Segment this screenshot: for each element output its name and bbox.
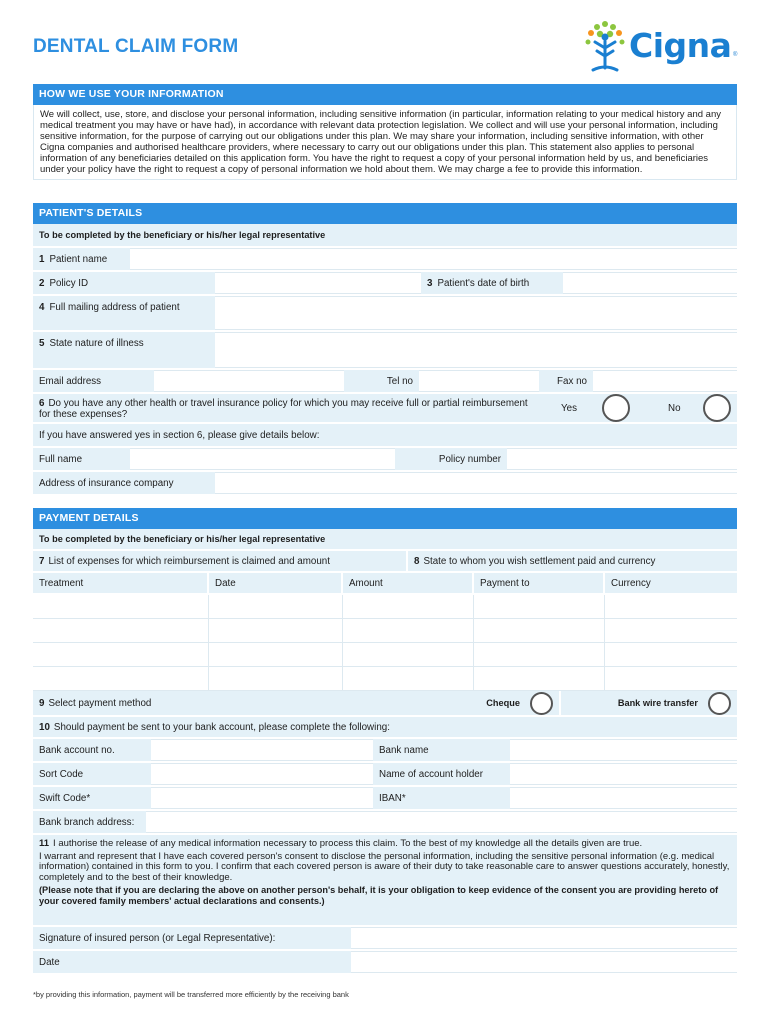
- wire-option: Bank wire transfer: [559, 691, 737, 715]
- date-cell[interactable]: [209, 595, 343, 618]
- email-field[interactable]: [154, 370, 344, 392]
- treatment-cell[interactable]: [33, 667, 209, 690]
- table-row: [33, 619, 737, 643]
- fullname-field[interactable]: [130, 448, 395, 470]
- email-label: Email address: [33, 370, 154, 392]
- bankname-field[interactable]: [510, 739, 737, 761]
- payment-to-cell[interactable]: [474, 619, 605, 642]
- warrant-text: I warrant and represent that I have each covered person's consent to disclose the personal information, including the sensitive personal information (e.g. medical information) contained in this form to you. I confirm that each covered person is aware of their duty to take reasonable care to answer questions accurately, honestly, completely and to the best of their knowledge.: [39, 850, 730, 883]
- q11-text: 11 I authorise the release of any medical information necessary to process this claim. To the best of my knowledge all the details given are true.: [39, 838, 643, 849]
- signature-label: Signature of insured person (or Legal Representative):: [33, 927, 351, 949]
- address-field[interactable]: [215, 296, 737, 330]
- col-currency: Currency: [605, 573, 737, 593]
- iban-field[interactable]: [510, 787, 737, 809]
- q9-label: 9 Select payment method: [33, 691, 443, 715]
- currency-cell[interactable]: [605, 667, 737, 690]
- cheque-radio[interactable]: [530, 692, 553, 715]
- date-field[interactable]: [351, 951, 737, 973]
- swift-field[interactable]: [151, 787, 373, 809]
- cigna-logo: [583, 20, 743, 76]
- payment-section: [33, 508, 737, 975]
- policy-id-label: 2 Policy ID: [33, 272, 215, 294]
- currency-cell[interactable]: [605, 619, 737, 642]
- no-radio[interactable]: [703, 394, 731, 422]
- fullname-label: Full name: [33, 448, 130, 470]
- date-cell[interactable]: [209, 667, 343, 690]
- address-label: 4 Full mailing address of patient: [33, 296, 215, 330]
- patient-section: [33, 203, 737, 496]
- col-payment-to: Payment to: [474, 573, 605, 593]
- payment-to-cell[interactable]: [474, 643, 605, 666]
- yes-option: Yes: [536, 394, 636, 422]
- payment-to-cell[interactable]: [474, 595, 605, 618]
- col-treatment: Treatment: [33, 573, 209, 593]
- treatment-cell[interactable]: [33, 595, 209, 618]
- patient-name-label: 1 Patient name: [33, 248, 130, 270]
- table-row: [33, 595, 737, 619]
- illness-field[interactable]: [215, 332, 737, 368]
- yes-radio[interactable]: [602, 394, 630, 422]
- amount-cell[interactable]: [343, 595, 474, 618]
- info-heading: HOW WE USE YOUR INFORMATION: [33, 84, 737, 105]
- brand-name: Cigna: [629, 26, 732, 65]
- branch-label: Bank branch address:: [33, 811, 146, 833]
- insaddr-label: Address of insurance company: [33, 472, 215, 494]
- date-label: Date: [33, 951, 351, 973]
- policynum-field[interactable]: [507, 448, 737, 470]
- account-label: Bank account no.: [33, 739, 151, 761]
- tel-label: Tel no: [344, 370, 419, 392]
- page-title: DENTAL CLAIM FORM: [33, 36, 239, 57]
- note-text: (Please note that if you are declaring the above on another person's behalf, it is your obligation to keep evidence of the consent you are providing hereto of your covered family members' actual declarations and consents.): [39, 885, 719, 906]
- trademark: ®: [733, 52, 738, 58]
- patient-subheading: To be completed by the beneficiary or his/her legal representative: [33, 224, 737, 246]
- footnote: *by providing this information, payment will be transferred more efficiently by the receiving bank: [33, 990, 349, 999]
- patient-heading: PATIENT'S DETAILS: [33, 203, 737, 224]
- swift-label: Swift Code*: [33, 787, 151, 809]
- account-field[interactable]: [151, 739, 373, 761]
- policy-id-field[interactable]: [215, 272, 421, 294]
- cheque-option: Cheque: [443, 691, 559, 715]
- tree-of-life-icon: [583, 20, 627, 74]
- amount-cell[interactable]: [343, 667, 474, 690]
- sort-label: Sort Code: [33, 763, 151, 785]
- expense-rows: [33, 595, 737, 691]
- payment-subheading: To be completed by the beneficiary or his/her legal representative: [33, 529, 737, 549]
- info-text: We will collect, use, store, and disclose your personal information, including sensitive information (in particular, information relating to your medical history and any medical treatment you may have or have had), in accordance with relevant data protection legislation. We collect and will use your personal information, including sensitive information, for the purpose of carrying out our obligations under this plan. We may share your information, including sensitive information, with other Cigna companies and authorised healthcare providers, where necessary to carry out our obligations under this plan. This statement also applies to personal information of any beneficiaries detailed on this application form. You have the right to request a copy of your personal information held by us, and beneficiaries under your policy have the right to request a copy of personal information we hold about them. We may charge a fee to provide this information.: [33, 105, 737, 180]
- dob-field[interactable]: [563, 272, 737, 294]
- info-section: [33, 84, 737, 180]
- q6-label: 6 Do you have any other health or travel insurance policy for which you may receive full or partial reimbursement for these expenses?: [33, 394, 536, 422]
- col-amount: Amount: [343, 573, 474, 593]
- amount-cell[interactable]: [343, 643, 474, 666]
- declaration-block: [33, 835, 737, 925]
- policynum-label: Policy number: [395, 448, 507, 470]
- bankname-label: Bank name: [373, 739, 510, 761]
- table-row: [33, 667, 737, 691]
- illness-label: 5 State nature of illness: [33, 332, 215, 368]
- insaddr-field[interactable]: [215, 472, 737, 494]
- currency-cell[interactable]: [605, 595, 737, 618]
- payment-to-cell[interactable]: [474, 667, 605, 690]
- sort-field[interactable]: [151, 763, 373, 785]
- q8-label: 8 State to whom you wish settlement paid and currency: [406, 551, 737, 571]
- holder-label: Name of account holder: [373, 763, 510, 785]
- signature-field[interactable]: [351, 927, 737, 949]
- tel-field[interactable]: [419, 370, 539, 392]
- branch-field[interactable]: [146, 811, 737, 833]
- wire-radio[interactable]: [708, 692, 731, 715]
- ifyes-label: If you have answered yes in section 6, please give details below:: [33, 424, 737, 446]
- holder-field[interactable]: [510, 763, 737, 785]
- table-row: [33, 643, 737, 667]
- date-cell[interactable]: [209, 619, 343, 642]
- fax-label: Fax no: [539, 370, 593, 392]
- dob-label: 3 Patient's date of birth: [421, 272, 563, 294]
- q7-label: 7 List of expenses for which reimbursement is claimed and amount: [33, 551, 406, 571]
- fax-field[interactable]: [593, 370, 737, 392]
- patient-name-field[interactable]: [130, 248, 737, 270]
- payment-heading: PAYMENT DETAILS: [33, 508, 737, 529]
- treatment-cell[interactable]: [33, 619, 209, 642]
- no-option: No: [636, 394, 737, 422]
- amount-cell[interactable]: [343, 619, 474, 642]
- currency-cell[interactable]: [605, 643, 737, 666]
- iban-label: IBAN*: [373, 787, 510, 809]
- col-date: Date: [209, 573, 343, 593]
- treatment-cell[interactable]: [33, 643, 209, 666]
- q10-label: 10 Should payment be sent to your bank account, please complete the following:: [33, 717, 737, 737]
- date-cell[interactable]: [209, 643, 343, 666]
